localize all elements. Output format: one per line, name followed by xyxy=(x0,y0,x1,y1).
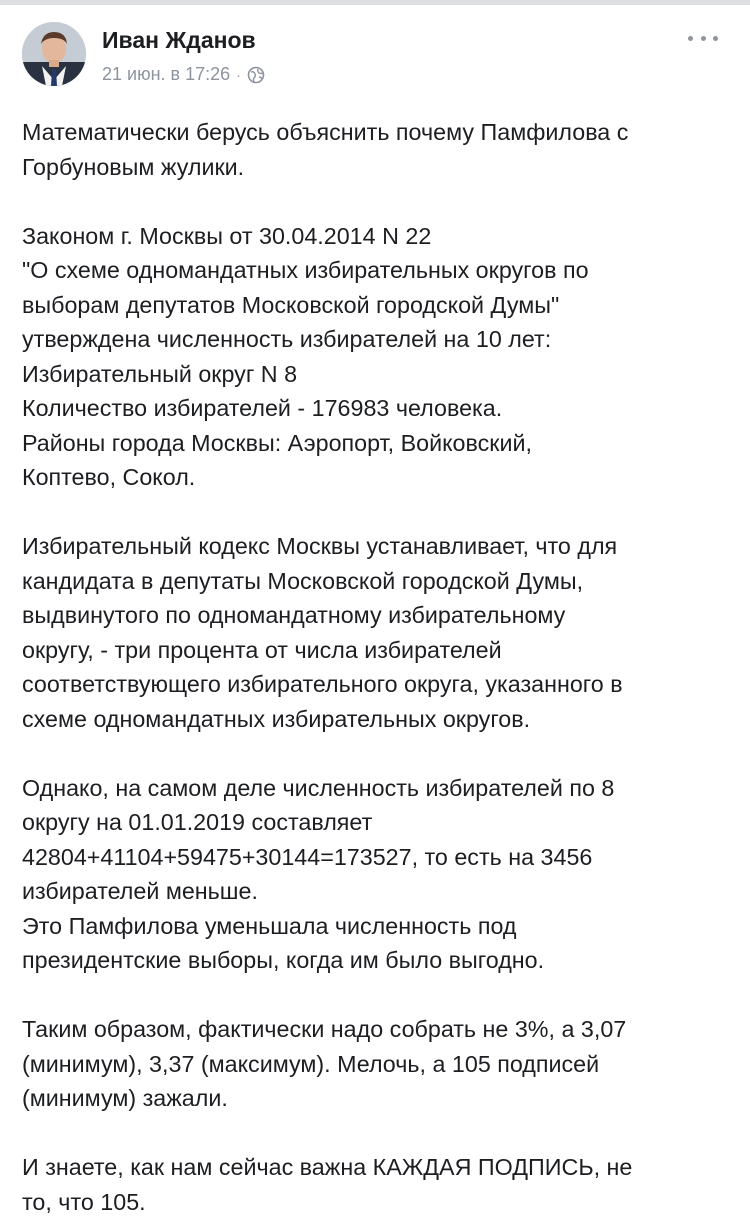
text-line: выдвинутого по одномандатному избирательному xyxy=(22,598,734,633)
globe-icon[interactable] xyxy=(247,66,265,84)
text-line: президентские выборы, когда им было выгодно. xyxy=(22,943,734,978)
text-line: Избирательный округ N 8 xyxy=(22,357,734,392)
paragraph xyxy=(22,529,734,736)
text-line: избирателей меньше. xyxy=(22,874,734,909)
text-line: соответствующего избирательного округа, указанного в xyxy=(22,667,734,702)
post-timestamp[interactable]: 21 июн. в 17:26 xyxy=(102,64,230,85)
paragraph xyxy=(22,115,734,184)
text-line: кандидата в депутаты Московской городской Думы, xyxy=(22,564,734,599)
avatar-photo xyxy=(22,22,86,86)
post-body xyxy=(22,115,734,1219)
text-line: Законом г. Москвы от 30.04.2014 N 22 xyxy=(22,219,734,254)
post-meta xyxy=(102,64,265,85)
paragraph xyxy=(22,1012,734,1116)
text-line: Коптево, Сокол. xyxy=(22,460,734,495)
text-line: "О схеме одномандатных избирательных округов по xyxy=(22,253,734,288)
meta-separator: · xyxy=(236,67,241,83)
more-dot xyxy=(688,36,693,41)
text-line: округу, - три процента от числа избирателей xyxy=(22,633,734,668)
text-line: Таким образом, фактически надо собрать не 3%, а 3,07 xyxy=(22,1012,734,1047)
text-line: (минимум), 3,37 (максимум). Мелочь, а 105 подписей xyxy=(22,1047,734,1082)
paragraph xyxy=(22,771,734,978)
more-options-button[interactable] xyxy=(688,28,718,48)
text-line: Это Памфилова уменьшала численность под xyxy=(22,909,734,944)
text-line: то, что 105. xyxy=(22,1185,734,1219)
text-line: И знаете, как нам сейчас важна КАЖДАЯ ПОДПИСЬ, не xyxy=(22,1150,734,1185)
text-line: (минимум) зажали. xyxy=(22,1081,734,1116)
text-line: округу на 01.01.2019 составляет xyxy=(22,805,734,840)
text-line: утверждена численность избирателей на 10 лет: xyxy=(22,322,734,357)
text-line: Математически берусь объяснить почему Памфилова с xyxy=(22,115,734,150)
more-dot xyxy=(713,36,718,41)
text-line: Районы города Москвы: Аэропорт, Войковский, xyxy=(22,426,734,461)
text-line: Количество избирателей - 176983 человека. xyxy=(22,391,734,426)
text-line: 42804+41104+59475+30144=173527, то есть на 3456 xyxy=(22,840,734,875)
avatar[interactable] xyxy=(22,22,86,86)
paragraph xyxy=(22,219,734,495)
text-line: Избирательный кодекс Москвы устанавливает, что для xyxy=(22,529,734,564)
paragraph xyxy=(22,1150,734,1219)
text-line: выборам депутатов Московской городской Думы" xyxy=(22,288,734,323)
text-line: Горбуновым жулики. xyxy=(22,150,734,185)
top-divider xyxy=(0,0,750,5)
more-dot xyxy=(701,36,706,41)
text-line: схеме одномандатных избирательных округов. xyxy=(22,702,734,737)
post-header xyxy=(22,22,728,92)
author-name[interactable]: Иван Жданов xyxy=(102,27,256,54)
text-line: Однако, на самом деле численность избирателей по 8 xyxy=(22,771,734,806)
